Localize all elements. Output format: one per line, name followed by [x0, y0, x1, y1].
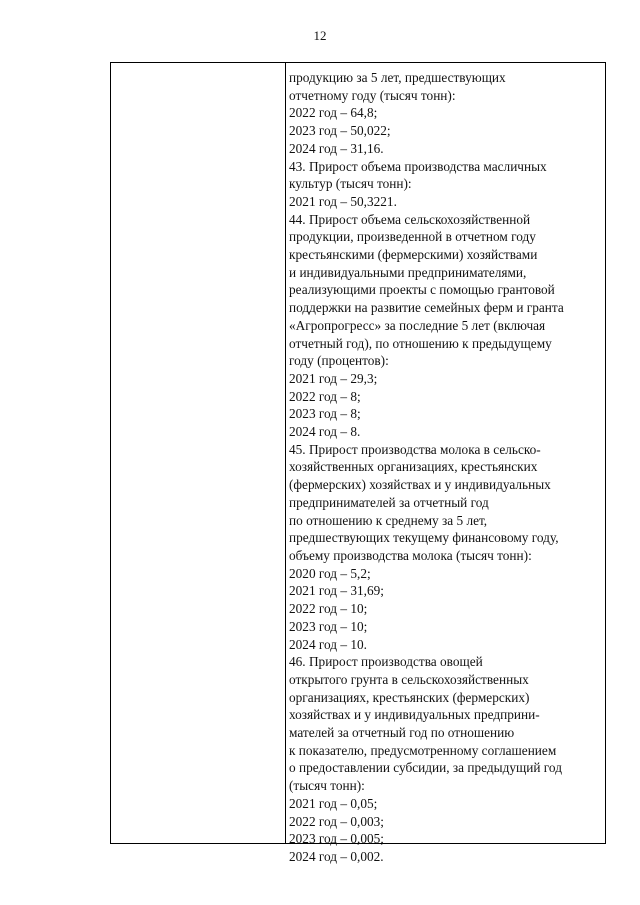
column-divider: [285, 63, 286, 843]
text-line: предпринимателей за отчетный год: [289, 494, 489, 510]
text-line: 2021 год – 31,69;: [289, 583, 384, 599]
text-line: 2021 год – 0,05;: [289, 795, 378, 811]
text-line: культур (тысяч тонн):: [289, 176, 412, 192]
text-line: году (процентов):: [289, 353, 389, 369]
text-line: хозяйственных организациях, крестьянских: [289, 459, 538, 475]
text-line: мателей за отчетный год по отношению: [289, 725, 515, 741]
document-table: [110, 62, 606, 864]
text-line: 2024 год – 0,002.: [289, 848, 384, 864]
text-line: продукции, произведенной в отчетном году: [289, 229, 536, 245]
text-line: «Агропрогресс» за последние 5 лет (включая: [289, 317, 546, 333]
text-line: 2021 год – 50,3221.: [289, 193, 397, 209]
text-line: 2020 год – 5,2;: [289, 565, 371, 581]
text-line: 2023 год – 10;: [289, 618, 368, 634]
text-line: реализующими проекты с помощью грантовой: [289, 282, 555, 298]
text-line: предшествующих текущему финансовому году,: [289, 530, 559, 546]
text-line: отчетный год), по отношению к предыдущему: [289, 335, 552, 351]
text-line: поддержки на развитие семейных ферм и гранта: [289, 300, 564, 316]
text-line: 2021 год – 29,3;: [289, 370, 378, 386]
text-line: 45. Прирост производства молока в сельско-: [289, 441, 541, 457]
text-line: 2024 год – 10.: [289, 636, 367, 652]
text-line: 46. Прирост производства овощей: [289, 654, 483, 670]
text-line: продукцию за 5 лет, предшествующих: [289, 70, 506, 85]
text-line: хозяйствах и у индивидуальных предприни-: [289, 707, 540, 723]
table-right-cell: [289, 69, 603, 866]
text-line: организациях, крестьянских (фермерских): [289, 689, 530, 705]
text-line: 2024 год – 8.: [289, 424, 361, 440]
text-line: отчетному году (тысяч тонн):: [289, 87, 456, 103]
text-line: и индивидуальными предпринимателями,: [289, 264, 527, 280]
text-line: 2022 год – 10;: [289, 601, 368, 617]
text-line: открытого грунта в сельскохозяйственных: [289, 671, 529, 687]
text-line: по отношению к среднему за 5 лет,: [289, 512, 488, 528]
text-line: 2023 год – 50,022;: [289, 123, 391, 139]
text-line: 2022 год – 64,8;: [289, 105, 378, 121]
text-line: 2024 год – 31,16.: [289, 140, 384, 156]
text-line: о предоставлении субсидии, за предыдущий год: [289, 760, 562, 776]
text-line: 2022 год – 8;: [289, 388, 361, 404]
text-line: объему производства молока (тысяч тонн):: [289, 547, 532, 563]
text-line: крестьянскими (фермерскими) хозяйствами: [289, 247, 538, 263]
text-line: (тысяч тонн):: [289, 778, 365, 794]
text-line: 2023 год – 0,005;: [289, 831, 384, 847]
text-line: к показателю, предусмотренному соглашением: [289, 742, 557, 758]
text-line: 2023 год – 8;: [289, 406, 361, 422]
text-line: 2022 год – 0,003;: [289, 813, 384, 829]
page-number: 12: [313, 28, 327, 43]
text-line: (фермерских) хозяйствах и у индивидуальных: [289, 477, 551, 493]
text-line: 43. Прирост объема производства масличных: [289, 158, 547, 174]
text-line: 44. Прирост объема сельскохозяйственной: [289, 211, 531, 227]
